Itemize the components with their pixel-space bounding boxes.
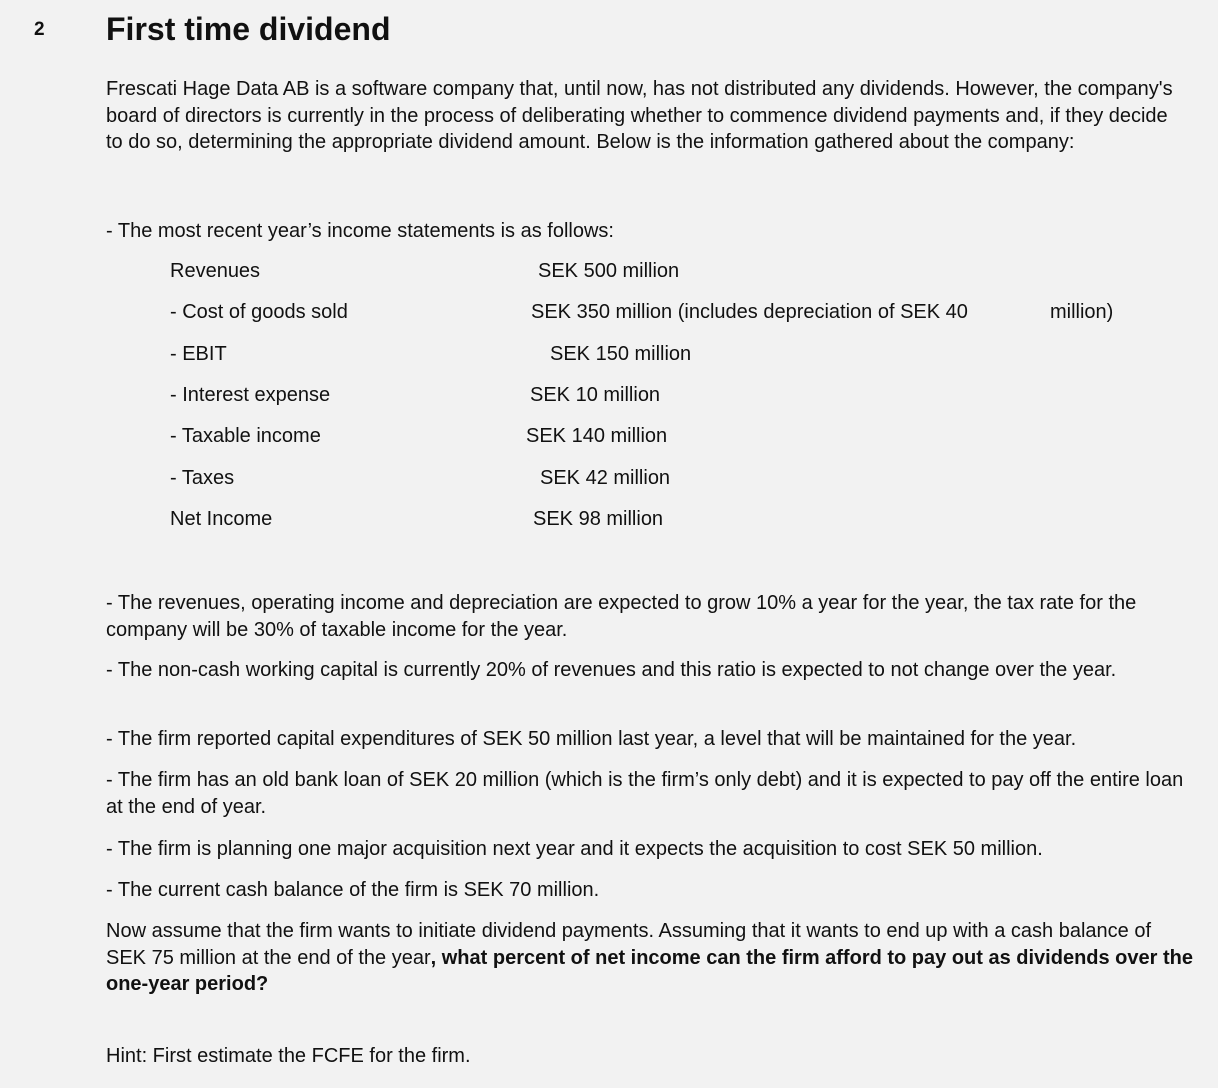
- bullet-working-capital: - The non-cash working capital is currently 20% of revenues and this ratio is expected to not change over the year.: [106, 659, 1117, 681]
- question-title: First time dividend: [106, 11, 391, 47]
- bullet-cash-balance: - The current cash balance of the firm is SEK 70 million.: [106, 879, 600, 901]
- row-value-net-income: SEK 98 million: [533, 508, 664, 530]
- hint-text: Hint: First estimate the FCFE for the firm.: [106, 1045, 471, 1067]
- row-value-interest: SEK 10 million: [530, 384, 661, 406]
- row-value-taxes: SEK 42 million: [540, 467, 671, 489]
- row-label-taxable-income: - Taxable income: [170, 425, 321, 447]
- row-label-taxes: - Taxes: [170, 467, 235, 489]
- row-value-taxable-income: SEK 140 million: [526, 425, 668, 447]
- bullet-acquisition: - The firm is planning one major acquisition next year and it expects the acquisition to cost SEK 50 million.: [106, 838, 1043, 860]
- row-label-interest: - Interest expense: [170, 384, 331, 406]
- question-prompt-bold: , what percent of net income can the firm afford to pay out as dividends over the one-year period?: [106, 946, 1193, 995]
- row-value-cogs: SEK 350 million (includes depreciation of SEK 40: [531, 301, 968, 323]
- row-label-cogs: - Cost of goods sold: [170, 301, 348, 323]
- row-value-revenues: SEK 500 million: [538, 260, 680, 282]
- row-value-ebit: SEK 150 million: [550, 343, 692, 365]
- row-label-net-income: Net Income: [170, 508, 273, 530]
- income-statement-intro: - The most recent year’s income statements is as follows:: [106, 220, 614, 242]
- question-number: 2: [34, 19, 45, 40]
- question-prompt: [106, 918, 1196, 998]
- bullet-bank-loan: - The firm has an old bank loan of SEK 20 million (which is the firm’s only debt) and it is expected to pay off the entire loan at the end of year.: [106, 769, 1184, 818]
- intro-paragraph: Frescati Hage Data AB is a software company that, until now, has not distributed any dividends. However, the company's board of directors is currently in the process of deliberating whether to commence dividend payments and, if they decide to do so, determining the appropriate dividend amount. Below is the information gathered about the company:: [106, 78, 1173, 153]
- row-label-ebit: - EBIT: [170, 343, 227, 365]
- cogs-note-tail: million): [1050, 301, 1114, 323]
- question-prompt-lead: Now assume that the firm wants to initiate dividend payments. Assuming that it wants to end up with a cash balance of SEK 75 million at the end of the year: [106, 920, 1151, 969]
- bullet-growth: - The revenues, operating income and depreciation are expected to grow 10% a year for the year, the tax rate for the company will be 30% of taxable income for the year.: [106, 592, 1137, 641]
- bullet-capex: - The firm reported capital expenditures of SEK 50 million last year, a level that will be maintained for the year.: [106, 728, 1077, 750]
- row-label-revenues: Revenues: [170, 260, 261, 282]
